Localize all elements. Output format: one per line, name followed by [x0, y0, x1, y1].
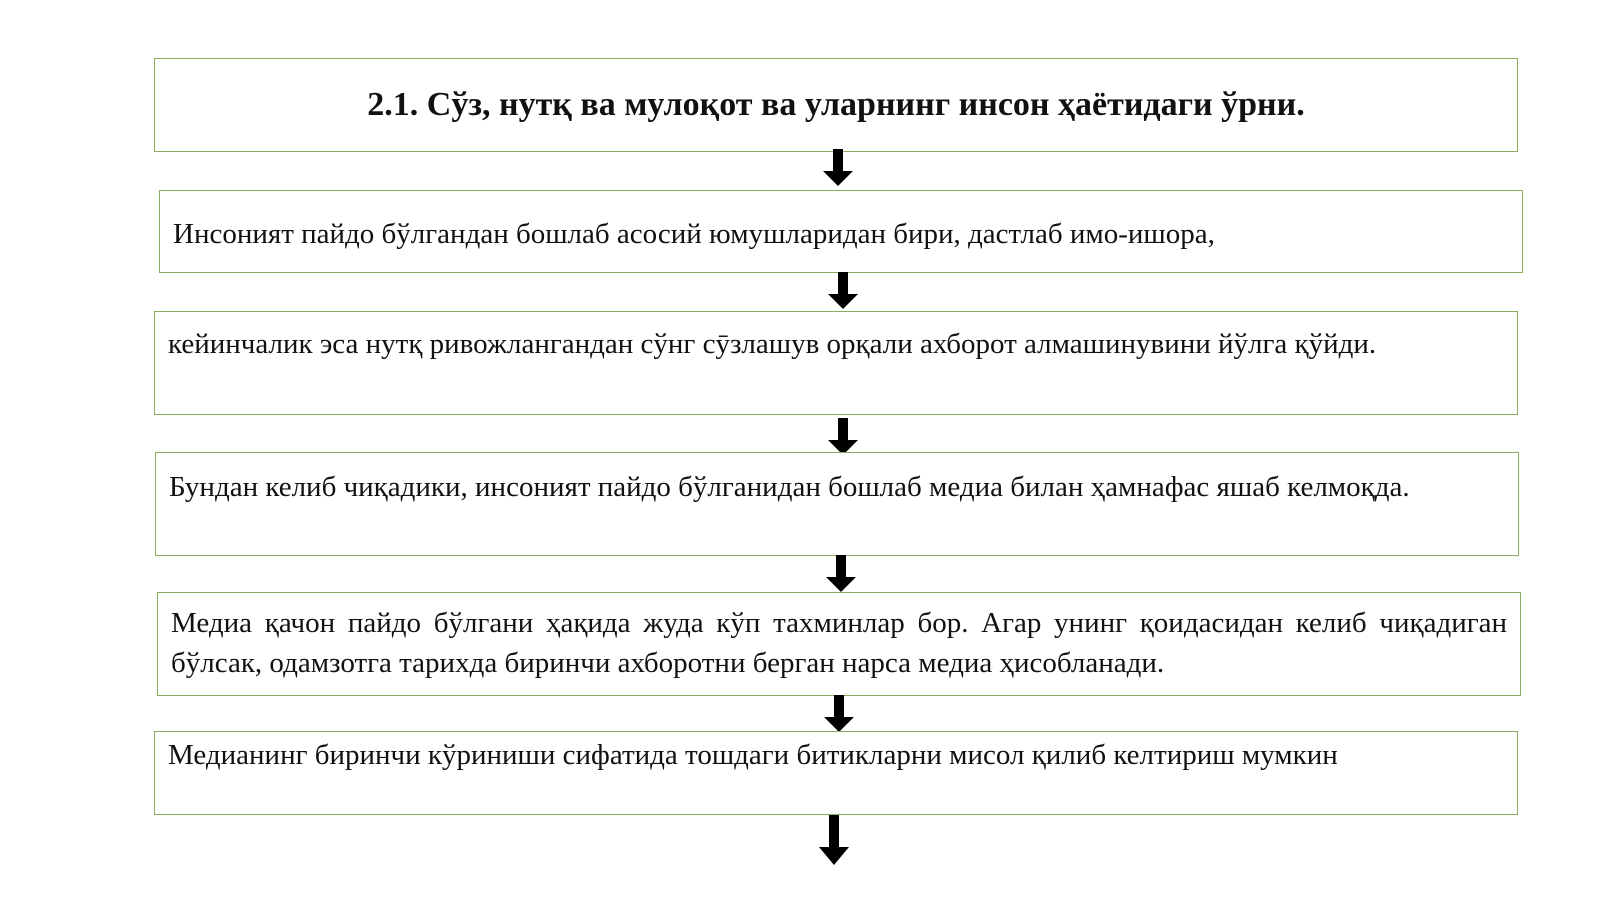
flow-arrow-3 — [828, 418, 858, 455]
step-text-4: Медиа қачон пайдо бўлгани ҳақида жуда кўп тахминлар бор. Агар унинг қоидасидан келиб чиқадиган бўлсак, одамзотга тарихда биринчи ахборотни берган нарса медиа ҳисобланади. — [171, 607, 1507, 679]
step-box-4 — [157, 592, 1521, 696]
flow-arrow-5 — [824, 695, 854, 732]
step-box-1 — [159, 190, 1523, 273]
step-text-3: Бундан келиб чиқадики, инсоният пайдо бўлганидан бошлаб медиа билан ҳамнафас яшаб келмоқда. — [169, 471, 1410, 503]
step-text-2: кейинчалик эса нутқ ривожлангандан сўнг сӯзлашув орқали ахборот алмашинувини йўлга қўйди. — [168, 328, 1377, 360]
title-box — [154, 58, 1518, 152]
flow-arrow-1 — [823, 149, 853, 186]
flow-arrow-2 — [828, 272, 858, 309]
step-box-3 — [155, 452, 1519, 556]
step-box-5 — [154, 731, 1518, 815]
step-text-1: Инсоният пайдо бўлгандан бошлаб асосий юмушларидан бири, дастлаб имо-ишора, — [173, 218, 1215, 250]
flow-arrow-4 — [826, 555, 856, 592]
diagram-title: 2.1. Сўз, нутқ ва мулоқот ва уларнинг инсон ҳаётидаги ўрни. — [367, 86, 1305, 123]
flow-arrow-6 — [819, 815, 849, 865]
step-box-2 — [154, 311, 1518, 415]
step-text-5: Медианинг биринчи кўриниши сифатида тошдаги битикларни мисол қилиб келтириш мумкин — [168, 739, 1338, 771]
